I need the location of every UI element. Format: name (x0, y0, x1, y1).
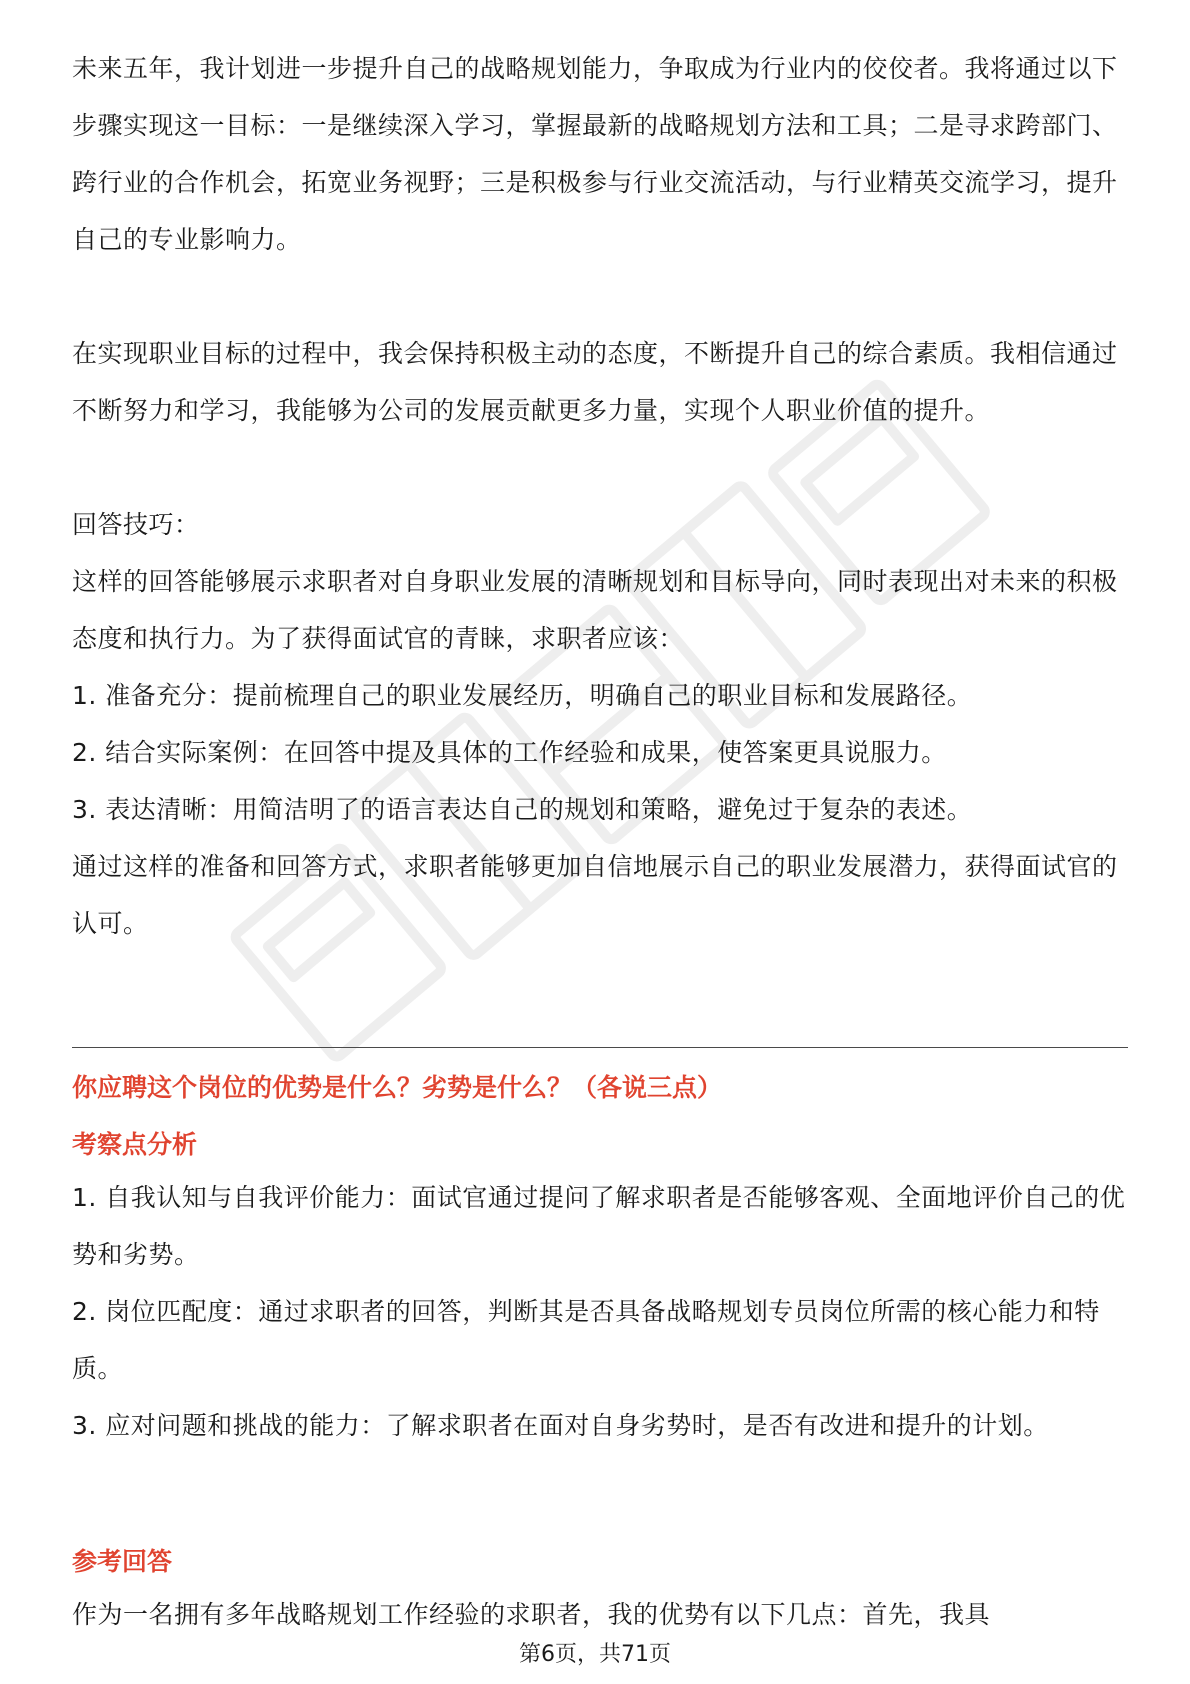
tips-conclusion: 通过这样的准备和回答方式，求职者能够更加自信地展示自己的职业发展潜力，获得面试官的认可。 (72, 852, 1118, 938)
tips-heading: 回答技巧： (72, 510, 200, 539)
section-divider (72, 1047, 1128, 1048)
reference-answer-text: 作为一名拥有多年战略规划工作经验的求职者，我的优势有以下几点：首先，我具 (72, 1600, 991, 1629)
tips-item-1: 1. 准备充分：提前梳理自己的职业发展经历，明确自己的职业目标和发展路径。 (72, 681, 973, 710)
reference-answer (72, 1586, 1128, 1643)
tips-item-2: 2. 结合实际案例：在回答中提及具体的工作经验和成果，使答案更具说服力。 (72, 738, 947, 767)
tips-item-3: 3. 表达清晰：用简洁明了的语言表达自己的规划和策略，避免过于复杂的表述。 (72, 795, 973, 824)
paragraph-five-year-plan: 未来五年，我计划进一步提升自己的战略规划能力，争取成为行业内的佼佼者。我将通过以下步骤实现这一目标：一是继续深入学习，掌握最新的战略规划方法和工具；二是寻求跨部门、跨行业的合作机会，拓宽业务视野；三是积极参与行业交流活动，与行业精英交流学习，提升自己的专业影响力。 (72, 54, 1118, 254)
page-number: 第6页，共71页 (519, 1642, 671, 1667)
reference-heading: 参考回答 (72, 1547, 173, 1576)
tips-intro: 这样的回答能够展示求职者对自身职业发展的清晰规划和目标导向，同时表现出对未来的积极态度和执行力。为了获得面试官的青睐，求职者应该： (72, 567, 1118, 653)
analysis-list (72, 1169, 1128, 1454)
analysis-item-2: 2. 岗位匹配度：通过求职者的回答，判断其是否具备战略规划专员岗位所需的核心能力和特质。 (72, 1297, 1100, 1383)
analysis-item-1: 1. 自我认知与自我评价能力：面试官通过提问了解求职者是否能够客观、全面地评价自己的优势和劣势。 (72, 1183, 1126, 1269)
page-content (72, 40, 1128, 952)
analysis-heading: 考察点分析 (72, 1130, 198, 1159)
paragraph-career-attitude: 在实现职业目标的过程中，我会保持积极主动的态度，不断提升自己的综合素质。我相信通过不断努力和学习，我能够为公司的发展贡献更多力量，实现个人职业价值的提升。 (72, 339, 1118, 425)
analysis-item-3: 3. 应对问题和挑战的能力：了解求职者在面对自身劣势时，是否有改进和提升的计划。 (72, 1411, 1049, 1440)
question-title: 你应聘这个岗位的优势是什么？劣势是什么？（各说三点） (72, 1073, 723, 1102)
